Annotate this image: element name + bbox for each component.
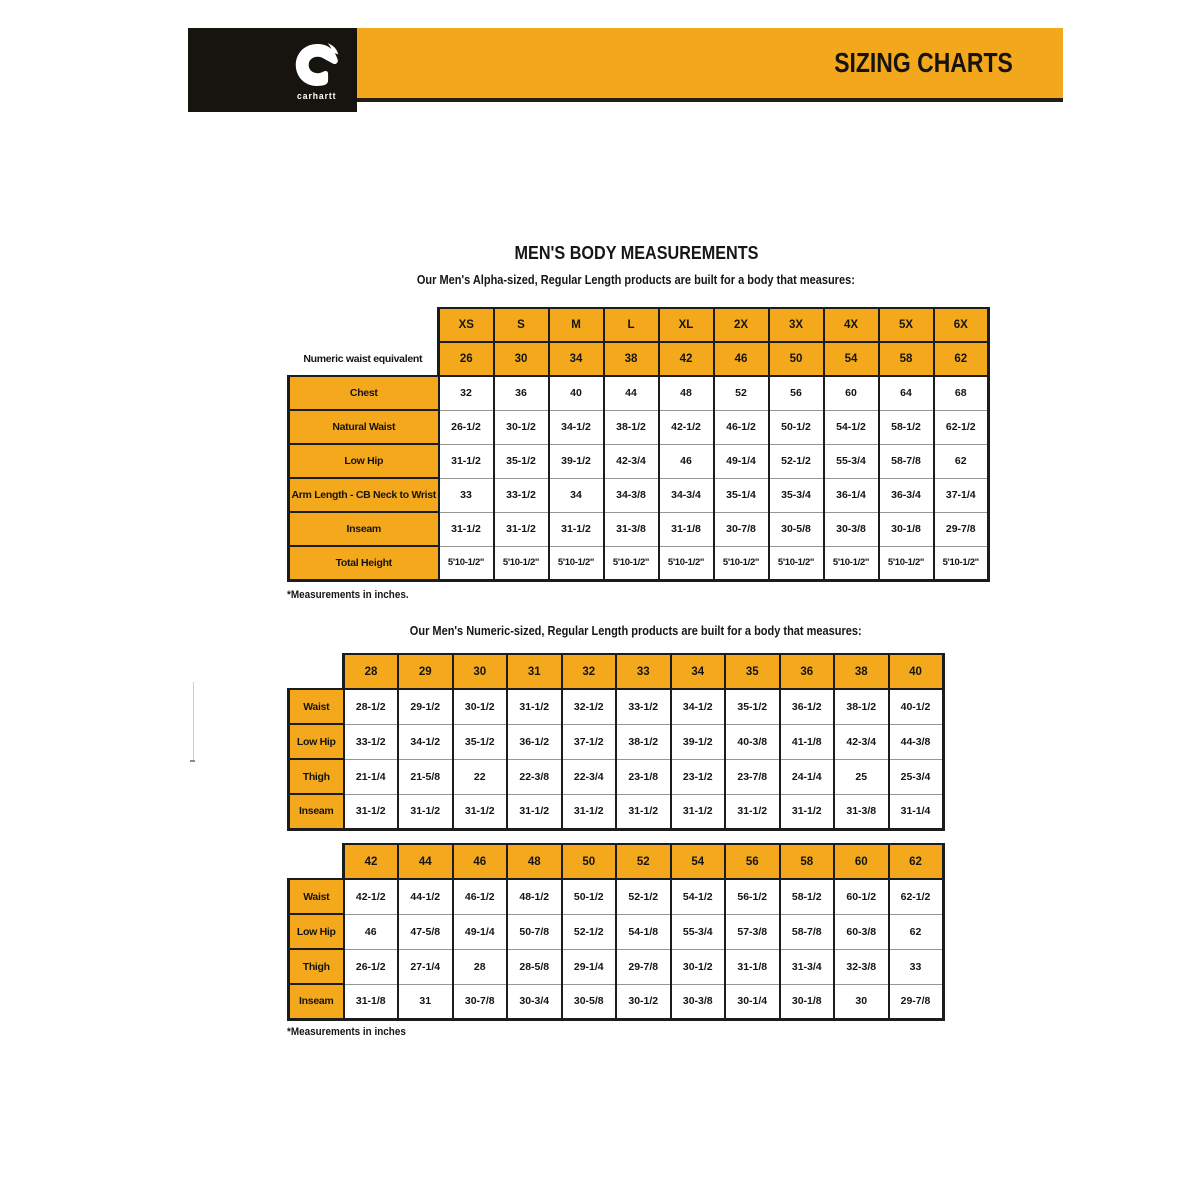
measurement-cell: 5'10-1/2"	[714, 546, 769, 580]
size-column-header: 60	[834, 844, 889, 879]
alpha-measurements-table	[287, 307, 990, 582]
table-row	[289, 949, 944, 984]
measurement-cell: 5'10-1/2"	[659, 546, 714, 580]
scan-artifact-line	[193, 682, 194, 760]
measurement-cell: 30-7/8	[714, 512, 769, 546]
measurement-cell: 36-1/4	[824, 478, 879, 512]
measurement-cell: 36-1/2	[780, 689, 835, 724]
measurement-cell: 58-7/8	[879, 444, 934, 478]
measurement-cell: 32	[439, 376, 494, 410]
measurement-cell: 33	[439, 478, 494, 512]
measurement-cell: 31-1/2	[507, 794, 562, 829]
page-title-line	[72, 243, 1200, 264]
measurement-cell: 42-1/2	[659, 410, 714, 444]
measurement-cell: 23-7/8	[725, 759, 780, 794]
measurement-cell: 42-3/4	[604, 444, 659, 478]
size-column-header: 36	[780, 654, 835, 689]
size-column-header: 34	[671, 654, 726, 689]
table-row	[289, 410, 989, 444]
measurement-cell: 29-1/2	[398, 689, 453, 724]
measurement-cell: 60-3/8	[834, 914, 889, 949]
measurement-cell: 35-1/2	[453, 724, 508, 759]
measurement-cell: 26-1/2	[439, 410, 494, 444]
size-column-header: 54	[671, 844, 726, 879]
measurement-cell: 35-3/4	[769, 478, 824, 512]
numeric-waist-value-cell: 58	[879, 342, 934, 376]
carhartt-logo-box	[188, 28, 357, 112]
measurement-cell: 58-1/2	[879, 410, 934, 444]
measurement-cell: 54-1/2	[671, 879, 726, 914]
measurement-cell: 24-1/4	[780, 759, 835, 794]
numeric-waist-value-cell: 38	[604, 342, 659, 376]
size-column-header: 62	[889, 844, 944, 879]
measurement-cell: 60-1/2	[834, 879, 889, 914]
size-column-header: 31	[507, 654, 562, 689]
measurement-cell: 49-1/4	[714, 444, 769, 478]
measurement-cell: 48	[659, 376, 714, 410]
measurement-cell: 30-1/8	[879, 512, 934, 546]
measurement-cell: 44-3/8	[889, 724, 944, 759]
numeric-waist-value-cell: 34	[549, 342, 604, 376]
size-column-header: 33	[616, 654, 671, 689]
measurement-cell: 31-1/2	[398, 794, 453, 829]
measurement-cell: 21-1/4	[344, 759, 399, 794]
size-column-header: XL	[659, 308, 714, 342]
size-column-header: 3X	[769, 308, 824, 342]
measurement-cell: 38-1/2	[604, 410, 659, 444]
measurement-cell: 54-1/2	[824, 410, 879, 444]
measurement-cell: 52-1/2	[769, 444, 824, 478]
table-row	[289, 984, 944, 1019]
measurement-cell: 56-1/2	[725, 879, 780, 914]
measurement-cell: 36-1/2	[507, 724, 562, 759]
alpha-subtitle: Our Men's Alpha-sized, Regular Length products are built for a body that measures:	[417, 273, 855, 287]
measurement-cell: 27-1/4	[398, 949, 453, 984]
measurement-cell: 32-3/8	[834, 949, 889, 984]
measurement-cell: 42-1/2	[344, 879, 399, 914]
table-row	[289, 478, 989, 512]
measurement-cell: 33-1/2	[616, 689, 671, 724]
measurement-cell: 30-3/8	[824, 512, 879, 546]
row-label: Thigh	[289, 949, 344, 984]
row-label: Low Hip	[289, 724, 344, 759]
measurement-cell: 5'10-1/2"	[439, 546, 494, 580]
numeric-waist-value-cell: 30	[494, 342, 549, 376]
measurement-cell: 41-1/8	[780, 724, 835, 759]
measurement-cell: 38-1/2	[834, 689, 889, 724]
measurement-cell: 52-1/2	[616, 879, 671, 914]
size-column-header: S	[494, 308, 549, 342]
numeric-footnote: *Measurements in inches	[287, 1026, 406, 1038]
numeric-subtitle: Our Men's Numeric-sized, Regular Length products are built for a body that measures:	[410, 624, 862, 638]
measurement-cell: 34-1/2	[549, 410, 604, 444]
numeric-waist-value-cell: 62	[934, 342, 989, 376]
measurement-cell: 25	[834, 759, 889, 794]
measurement-cell: 58-7/8	[780, 914, 835, 949]
row-label: Inseam	[289, 984, 344, 1019]
size-column-header: 44	[398, 844, 453, 879]
size-column-header: 2X	[714, 308, 769, 342]
row-label: Low Hip	[289, 914, 344, 949]
measurement-cell: 31	[398, 984, 453, 1019]
measurement-cell: 39-1/2	[671, 724, 726, 759]
size-column-header: 52	[616, 844, 671, 879]
numeric-waist-value-cell: 46	[714, 342, 769, 376]
header-banner	[357, 28, 1063, 102]
numeric-measurements-table-small	[287, 653, 945, 831]
measurement-cell: 22	[453, 759, 508, 794]
measurement-cell: 62	[889, 914, 944, 949]
measurement-cell: 30-1/2	[616, 984, 671, 1019]
measurement-cell: 29-7/8	[616, 949, 671, 984]
measurement-cell: 31-1/2	[439, 444, 494, 478]
measurement-cell: 62	[934, 444, 989, 478]
measurement-cell: 29-1/4	[562, 949, 617, 984]
measurement-cell: 31-1/2	[562, 794, 617, 829]
measurement-cell: 32-1/2	[562, 689, 617, 724]
measurement-cell: 30-5/8	[769, 512, 824, 546]
measurement-cell: 58-1/2	[780, 879, 835, 914]
measurement-cell: 31-1/2	[549, 512, 604, 546]
measurement-cell: 60	[824, 376, 879, 410]
measurement-cell: 36	[494, 376, 549, 410]
measurement-cell: 31-1/2	[616, 794, 671, 829]
corner-blank	[289, 654, 344, 689]
size-column-header: 56	[725, 844, 780, 879]
measurement-cell: 29-7/8	[934, 512, 989, 546]
measurement-cell: 30-3/8	[671, 984, 726, 1019]
brand-wordmark: carhartt	[297, 91, 337, 101]
table-row	[289, 689, 944, 724]
measurement-cell: 30-1/2	[453, 689, 508, 724]
measurement-cell: 28-5/8	[507, 949, 562, 984]
measurement-cell: 30-7/8	[453, 984, 508, 1019]
table-row	[289, 759, 944, 794]
measurement-cell: 62-1/2	[934, 410, 989, 444]
measurement-cell: 31-1/4	[889, 794, 944, 829]
measurement-cell: 29-7/8	[889, 984, 944, 1019]
measurement-cell: 35-1/4	[714, 478, 769, 512]
measurement-cell: 26-1/2	[344, 949, 399, 984]
row-label: Inseam	[289, 794, 344, 829]
measurement-cell: 40-3/8	[725, 724, 780, 759]
measurement-cell: 37-1/2	[562, 724, 617, 759]
measurement-cell: 57-3/8	[725, 914, 780, 949]
size-column-header: 40	[889, 654, 944, 689]
row-label: Total Height	[289, 546, 439, 580]
measurement-cell: 35-1/2	[725, 689, 780, 724]
measurement-cell: 35-1/2	[494, 444, 549, 478]
measurement-cell: 31-1/2	[507, 689, 562, 724]
measurement-cell: 34-1/2	[398, 724, 453, 759]
size-column-header: M	[549, 308, 604, 342]
measurement-cell: 28	[453, 949, 508, 984]
row-label: Waist	[289, 879, 344, 914]
numeric-waist-equivalent-label: Numeric waist equivalent	[303, 352, 423, 365]
measurement-cell: 21-5/8	[398, 759, 453, 794]
measurement-cell: 22-3/4	[562, 759, 617, 794]
measurement-cell: 56	[769, 376, 824, 410]
measurement-cell: 31-3/4	[780, 949, 835, 984]
measurement-cell: 46	[659, 444, 714, 478]
measurement-cell: 30-5/8	[562, 984, 617, 1019]
measurement-cell: 46-1/2	[714, 410, 769, 444]
measurement-cell: 37-1/4	[934, 478, 989, 512]
measurement-cell: 31-1/2	[439, 512, 494, 546]
measurement-cell: 40-1/2	[889, 689, 944, 724]
measurement-cell: 22-3/8	[507, 759, 562, 794]
table-row	[289, 724, 944, 759]
page-title: MEN'S BODY MEASUREMENTS	[514, 243, 758, 263]
measurement-cell: 52	[714, 376, 769, 410]
numeric-waist-value-cell: 54	[824, 342, 879, 376]
measurement-cell: 50-1/2	[562, 879, 617, 914]
measurement-cell: 30-1/8	[780, 984, 835, 1019]
measurement-cell: 31-1/2	[453, 794, 508, 829]
size-column-header: 42	[344, 844, 399, 879]
measurement-cell: 55-3/4	[824, 444, 879, 478]
measurement-cell: 39-1/2	[549, 444, 604, 478]
row-label: Inseam	[289, 512, 439, 546]
measurement-cell: 31-1/2	[780, 794, 835, 829]
row-label: Thigh	[289, 759, 344, 794]
measurement-cell: 55-3/4	[671, 914, 726, 949]
size-column-header: 29	[398, 654, 453, 689]
table-row	[289, 444, 989, 478]
measurement-cell: 42-3/4	[834, 724, 889, 759]
measurement-cell: 5'10-1/2"	[934, 546, 989, 580]
size-column-header: 28	[344, 654, 399, 689]
measurement-cell: 5'10-1/2"	[549, 546, 604, 580]
measurement-cell: 50-1/2	[769, 410, 824, 444]
measurement-cell: 34-3/4	[659, 478, 714, 512]
size-column-header: 5X	[879, 308, 934, 342]
size-column-header: 6X	[934, 308, 989, 342]
scan-artifact-tick	[190, 760, 195, 762]
measurement-cell: 48-1/2	[507, 879, 562, 914]
measurement-cell: 5'10-1/2"	[494, 546, 549, 580]
measurement-cell: 28-1/2	[344, 689, 399, 724]
size-column-header: 4X	[824, 308, 879, 342]
numeric-measurements-table-large	[287, 843, 945, 1021]
numeric-waist-value-cell: 42	[659, 342, 714, 376]
measurement-cell: 30-1/2	[671, 949, 726, 984]
measurement-cell: 44	[604, 376, 659, 410]
alpha-footnote: *Measurements in inches.	[287, 589, 409, 601]
row-label: Waist	[289, 689, 344, 724]
measurement-cell: 62-1/2	[889, 879, 944, 914]
table-row	[289, 879, 944, 914]
measurement-cell: 31-3/8	[604, 512, 659, 546]
measurement-cell: 44-1/2	[398, 879, 453, 914]
measurement-cell: 64	[879, 376, 934, 410]
size-column-header: 30	[453, 654, 508, 689]
sizing-charts-title: SIZING CHARTS	[834, 47, 1013, 78]
measurement-cell: 23-1/8	[616, 759, 671, 794]
measurement-cell: 30-1/4	[725, 984, 780, 1019]
table-row	[289, 512, 989, 546]
measurement-cell: 23-1/2	[671, 759, 726, 794]
table-row	[289, 376, 989, 410]
measurement-cell: 31-1/2	[344, 794, 399, 829]
measurement-cell: 5'10-1/2"	[824, 546, 879, 580]
size-column-header: 35	[725, 654, 780, 689]
measurement-cell: 5'10-1/2"	[769, 546, 824, 580]
size-column-header: L	[604, 308, 659, 342]
row-label: Natural Waist	[289, 410, 439, 444]
measurement-cell: 46	[344, 914, 399, 949]
measurement-cell: 31-1/2	[494, 512, 549, 546]
measurement-cell: 47-5/8	[398, 914, 453, 949]
measurement-cell: 31-3/8	[834, 794, 889, 829]
measurement-cell: 33-1/2	[344, 724, 399, 759]
measurement-cell: 31-1/8	[344, 984, 399, 1019]
measurement-cell: 36-3/4	[879, 478, 934, 512]
numeric-subtitle-line	[72, 622, 1200, 640]
measurement-cell: 34-1/2	[671, 689, 726, 724]
table-row	[289, 794, 944, 829]
measurement-cell: 31-1/2	[725, 794, 780, 829]
table-row	[289, 546, 989, 580]
size-column-header: XS	[439, 308, 494, 342]
carhartt-c-icon	[293, 41, 341, 89]
size-column-header: 48	[507, 844, 562, 879]
measurement-cell: 30	[834, 984, 889, 1019]
size-column-header: 50	[562, 844, 617, 879]
measurement-cell: 5'10-1/2"	[604, 546, 659, 580]
measurement-cell: 34-3/8	[604, 478, 659, 512]
measurement-cell: 54-1/8	[616, 914, 671, 949]
size-column-header: 32	[562, 654, 617, 689]
measurement-cell: 30-1/2	[494, 410, 549, 444]
row-label: Low Hip	[289, 444, 439, 478]
measurement-cell: 5'10-1/2"	[879, 546, 934, 580]
measurement-cell: 68	[934, 376, 989, 410]
measurement-cell: 31-1/2	[671, 794, 726, 829]
carhartt-logo	[289, 41, 345, 101]
measurement-cell: 50-7/8	[507, 914, 562, 949]
numeric-waist-value-cell: 26	[439, 342, 494, 376]
alpha-subtitle-line	[72, 271, 1200, 289]
row-label: Chest	[289, 376, 439, 410]
size-column-header: 38	[834, 654, 889, 689]
measurement-cell: 40	[549, 376, 604, 410]
size-column-header: 46	[453, 844, 508, 879]
measurement-cell: 33	[889, 949, 944, 984]
measurement-cell: 31-1/8	[725, 949, 780, 984]
measurement-cell: 31-1/8	[659, 512, 714, 546]
measurement-cell: 33-1/2	[494, 478, 549, 512]
measurement-cell: 38-1/2	[616, 724, 671, 759]
table-row	[289, 914, 944, 949]
measurement-cell: 30-3/4	[507, 984, 562, 1019]
row-label: Arm Length - CB Neck to Wrist	[289, 478, 439, 512]
corner-blank	[289, 308, 439, 342]
measurement-cell: 25-3/4	[889, 759, 944, 794]
size-column-header: 58	[780, 844, 835, 879]
measurement-cell: 46-1/2	[453, 879, 508, 914]
measurement-cell: 49-1/4	[453, 914, 508, 949]
measurement-cell: 52-1/2	[562, 914, 617, 949]
numeric-waist-value-cell: 50	[769, 342, 824, 376]
corner-blank	[289, 844, 344, 879]
measurement-cell: 34	[549, 478, 604, 512]
